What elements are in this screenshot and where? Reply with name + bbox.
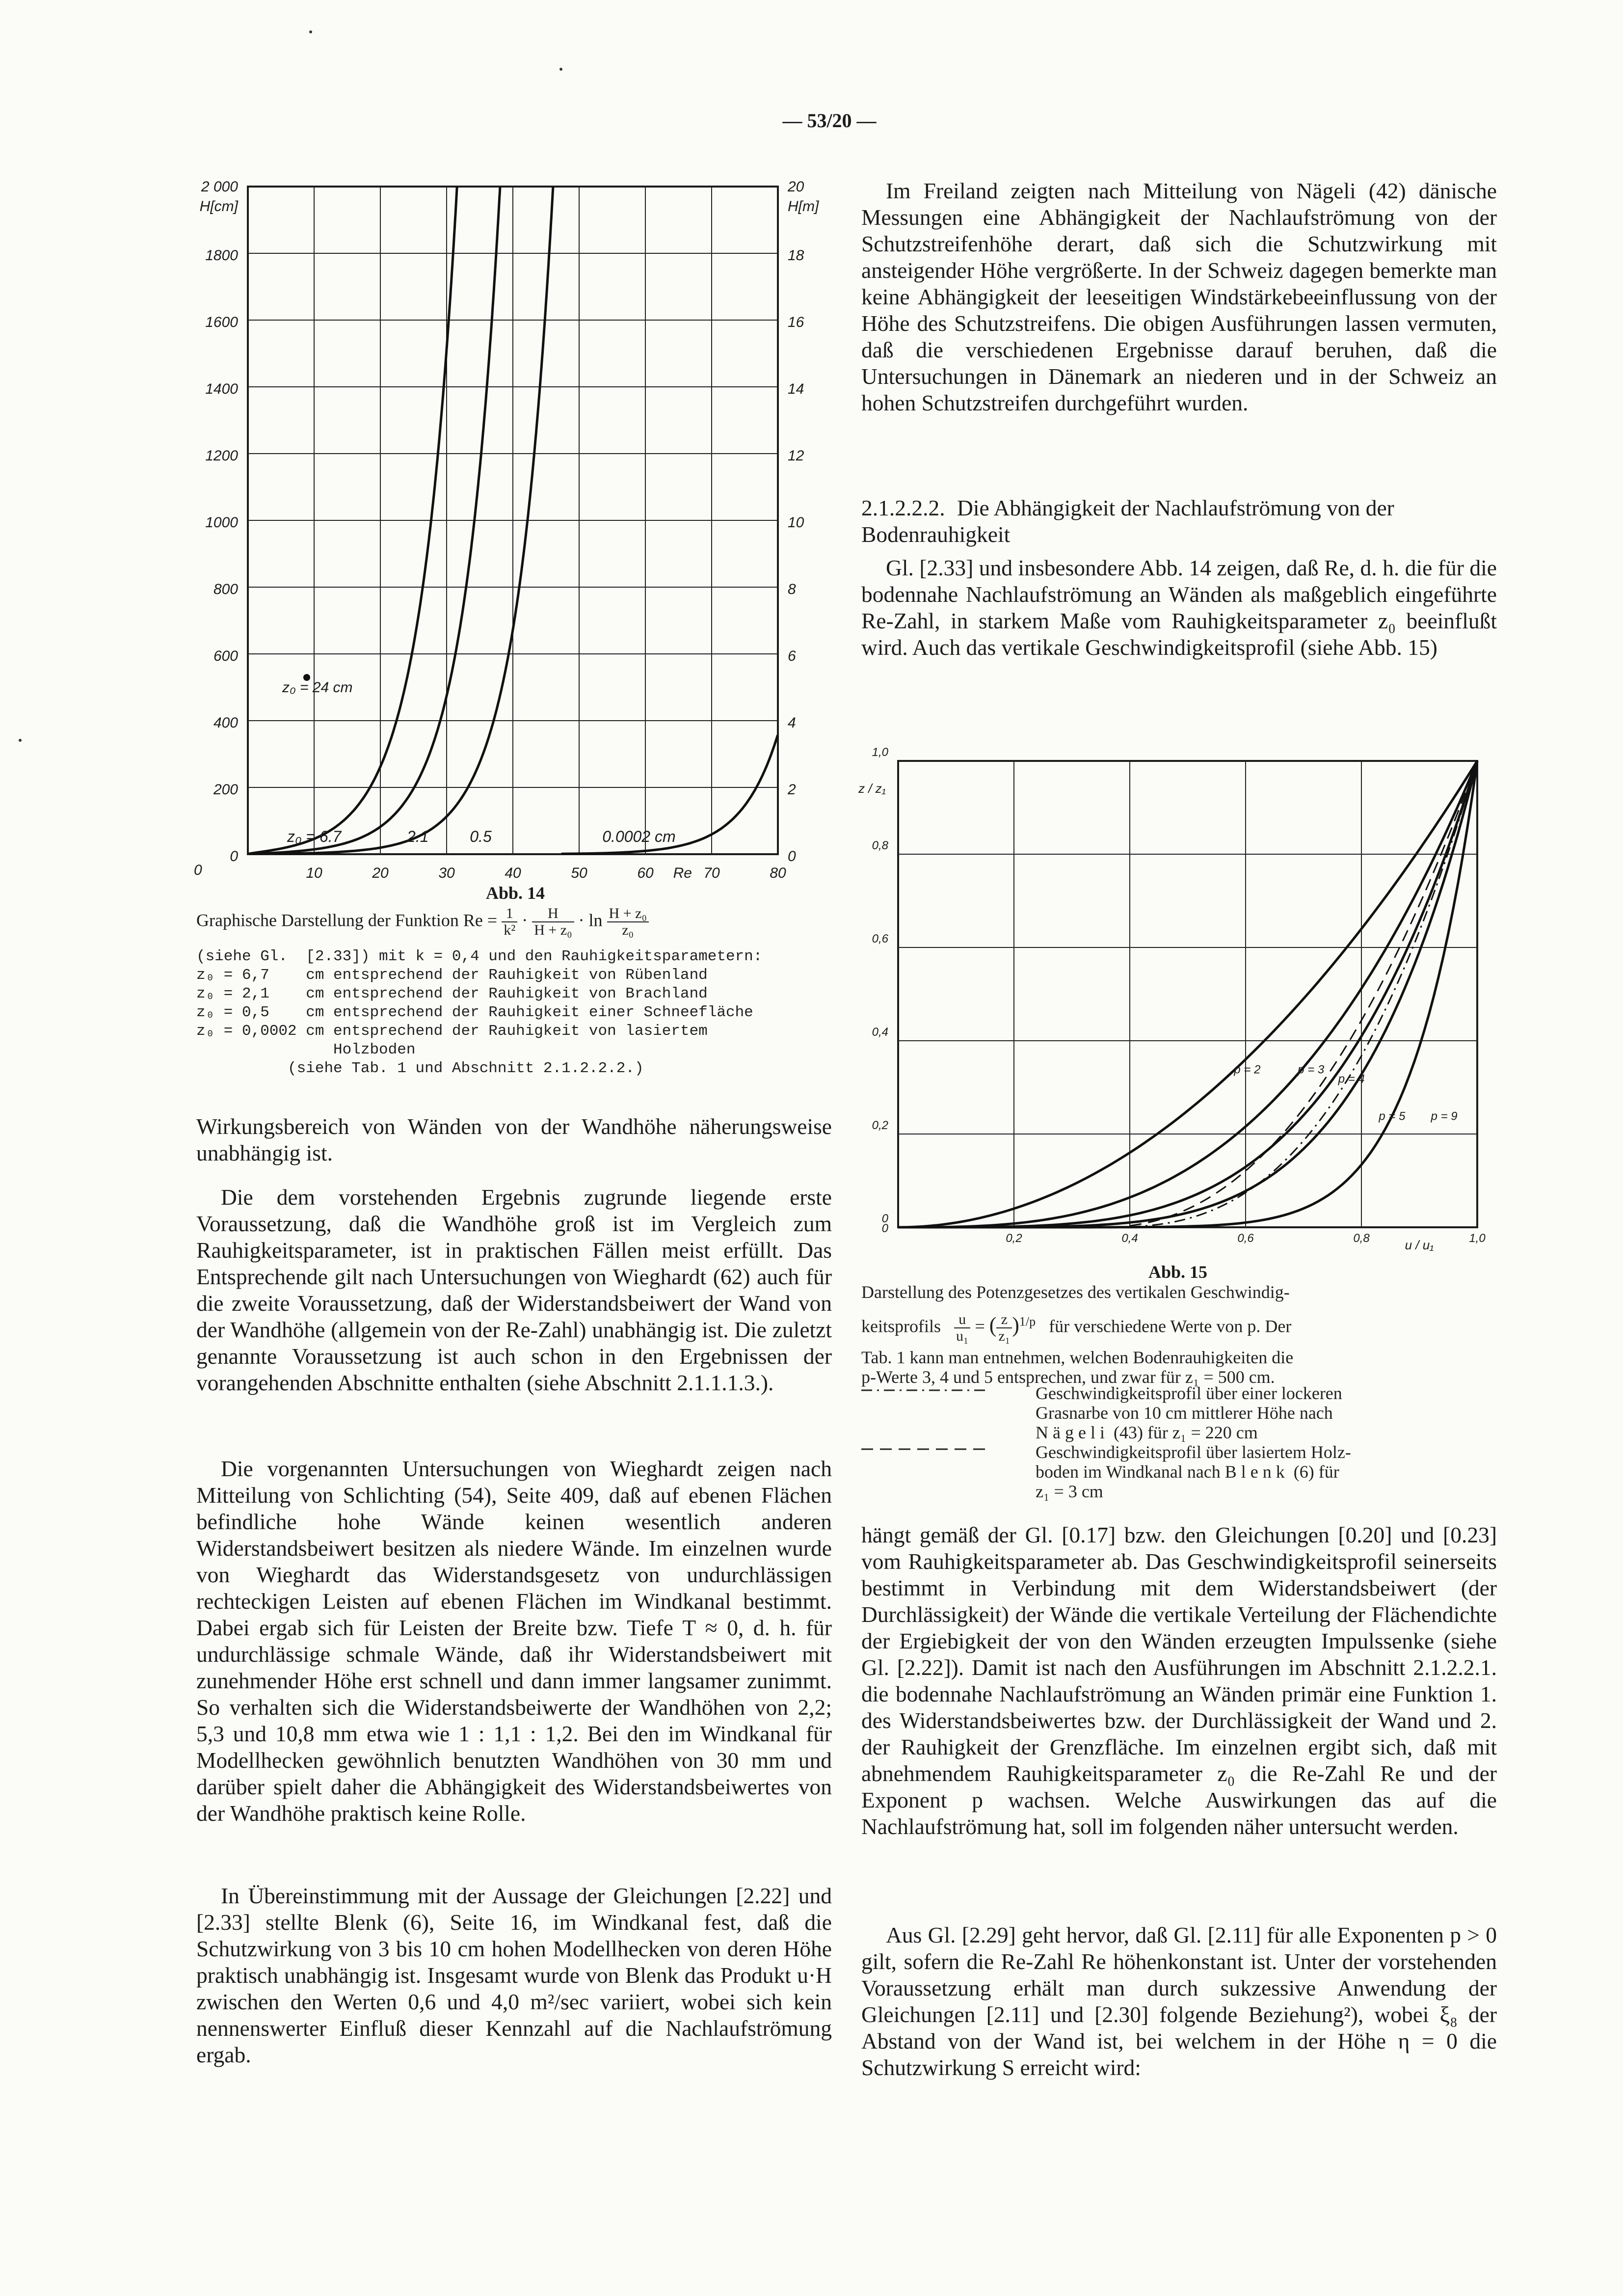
figure-15-legend-text: z₁ = 3 cm bbox=[1036, 1482, 1103, 1501]
legend-dash-dot-line bbox=[861, 1385, 994, 1395]
y-tick-label-right: 12 bbox=[788, 448, 804, 464]
curve-label: p = 4 bbox=[1338, 1072, 1365, 1086]
y-tick-label-left: 1000 bbox=[205, 514, 238, 531]
x-tick-label: 30 bbox=[438, 865, 455, 881]
figure-15-caption-line: Darstellung des Potenzgesetzes des vertikalen Geschwindig- bbox=[861, 1282, 1290, 1302]
y-tick-label-right: 2 bbox=[788, 782, 796, 798]
figure-15-grid bbox=[898, 761, 1477, 1227]
y-tick-label-left: 200 bbox=[213, 782, 238, 798]
figure-14-caption-line: z₀ = 0,5 cm entsprechend der Rauhigkeit einer Schneefläche bbox=[196, 1004, 753, 1021]
left-paragraph-2: Die dem vorstehenden Ergebnis zugrunde liegende erste Voraussetzung, daß die Wandhöhe groß ist im Vergleich zum Rauhigkeitsparameter, ist in praktischen Fällen meist erfüllt. Das Entsprechende gilt nach Untersuchungen von Wieghardt (62) auch für die zweite Voraussetzung, daß der Widerstandsbeiwert der Wand von der Wandhöhe (allgemein von der Re-Zahl) unabhängig ist. Die zuletzt genannte Voraussetzung ist auch schon in den Ergebnissen der vorangehenden Abschnitte enthalten (siehe Abschnitt 2.1.1.1.3.). bbox=[196, 1185, 832, 1395]
curve-label: p = 3 bbox=[1298, 1063, 1325, 1077]
formula-fraction-2: $\frac{H}{\text{H + z₀}}$ bbox=[532, 906, 574, 938]
y-tick-label: 0,6 bbox=[872, 932, 888, 945]
curve-label: 0.5 bbox=[470, 828, 492, 845]
section-heading bbox=[861, 495, 1497, 548]
y-tick-label: 1,0 bbox=[872, 746, 888, 759]
right-paragraph-2: Gl. [2.33] und insbesondere Abb. 14 zeigen, daß Re, d. h. die für die bodennahe Nachlaufströmung an Wänden als maßgeblich eingeführte Re-Zahl, in starkem Maße vom Rauhigkeitsparameter z₀ beeinflußt wird. Auch das vertikale Geschwindigkeitsprofil (siehe Abb. 15) bbox=[861, 555, 1497, 660]
figure-14-caption-line: z₀ = 6,7 cm entsprechend der Rauhigkeit von Rübenland bbox=[196, 967, 708, 984]
x-tick-label: 0,2 bbox=[1006, 1232, 1022, 1245]
formula-ln: · ln bbox=[578, 910, 603, 930]
x-tick-label: 20 bbox=[372, 865, 389, 881]
curve-p-3 bbox=[898, 761, 1477, 1227]
figure-14-caption-line: z₀ = 2,1 cm entsprechend der Rauhigkeit von Brachland bbox=[196, 985, 708, 1002]
figure-15-chart bbox=[858, 736, 1497, 1262]
formula-u-ratio: $\frac{u}{\text{u₁}}$ bbox=[954, 1312, 970, 1344]
measured-profile-wood bbox=[1130, 761, 1477, 1226]
y-tick-label-left: 1200 bbox=[205, 448, 238, 464]
y-tick-label-right: 18 bbox=[788, 247, 804, 264]
figure-14-caption-line: Holzboden bbox=[196, 1041, 416, 1058]
x-tick-label: 0,6 bbox=[1237, 1232, 1254, 1245]
scan-speck bbox=[19, 739, 22, 742]
y-tick-label-left: 0 bbox=[230, 848, 238, 864]
figure-14-label: Abb. 14 bbox=[485, 883, 545, 903]
x-tick-label: 80 bbox=[770, 865, 786, 881]
y-tick-label: 0 bbox=[881, 1212, 888, 1225]
y-tick-label-left: 600 bbox=[213, 648, 238, 664]
figure-15-legend-text: boden im Windkanal nach Blenk (6) für bbox=[1036, 1462, 1339, 1482]
figure-15-legend-text: Grasnarbe von 10 cm mittlerer Höhe nach bbox=[1036, 1403, 1333, 1423]
figure-15-legend-text: Geschwindigkeitsprofil über einer lockeren bbox=[1036, 1383, 1342, 1403]
y-tick-label-right: 14 bbox=[788, 381, 804, 397]
curve-label: p = 2 bbox=[1234, 1063, 1261, 1077]
left-paragraph-4: In Übereinstimmung mit der Aussage der Gleichungen [2.22] und [2.33] stellte Blenk (6), Seite 16, im Windkanal fest, daß die Schutzwirkung von 3 bis 10 cm hohen Modellhecken von deren Höhe praktisch unabhängig ist. Insgesamt wurde von Blenk das Produkt u·H zwischen den Werten 0,6 und 4,0 m²/sec variiert, wobei sich kein nennenswerter Einfluß dieser Kennzahl auf die Nachlaufströmung ergab. bbox=[196, 1883, 832, 2067]
y-tick-label-right: 20 bbox=[788, 179, 804, 195]
figure-15-caption-line: keitsprofils $\frac{u}{\text{u₁}}$ = ( $\frac{z}{\text{z₁}}$ )$^{1/p}$ für verschiedene Werte von p. Der bbox=[861, 1311, 1292, 1344]
figure-15-legend-text: Geschwindigkeitsprofil über lasiertem Holz- bbox=[1036, 1442, 1351, 1462]
section-title: Die Abhängigkeit der Nachlaufströmung von der Bodenrauhigkeit bbox=[861, 495, 1394, 547]
measured-profile-grass bbox=[1130, 761, 1477, 1227]
right-paragraph-3: hängt gemäß der Gl. [0.17] bzw. den Gleichungen [0.20] und [0.23] vom Rauhigkeitsparameter ab. Das Geschwindigkeitsprofil seinerseits bestimmt in Verbindung mit dem Widerstandsbeiwert (der Durchlässigkeit) der Wände die vertikale Verteilung der Flächendichte der Ergiebigkeit der von den Wänden erzeugten Impulssenke (siehe Gl. [2.22]). Damit ist nach den Ausführungen im Abschnitt 2.1.2.2.1. die bodennahe Nachlaufströmung an Wänden primär eine Funktion 1. des Widerstandsbeiwertes bzw. der Durchlässigkeit der Wand und 2. der Rauhigkeit der Grenzfläche. Im einzelnen ergibt sich, daß mit abnehmendem Rauhigkeitsparameter z₀ die Re-Zahl Re und der Exponent p wachsen. Welche Auswirkungen das auf die Nachlaufströmung hat, soll im folgenden näher untersucht werden. bbox=[861, 1522, 1497, 1839]
figure-14-grid bbox=[248, 187, 778, 854]
figure-14-caption-line: (siehe Gl. [2.33]) mit k = 0,4 und den Rauhigkeitsparametern: bbox=[196, 948, 763, 965]
y-tick-label-right: 4 bbox=[788, 715, 796, 731]
curve-p-9 bbox=[898, 761, 1477, 1227]
figure-15-curves bbox=[898, 761, 1477, 1227]
origin-label: 0 bbox=[194, 862, 202, 878]
y-tick-label-left: 1600 bbox=[205, 314, 238, 330]
figure-15-label: Abb. 15 bbox=[1148, 1262, 1208, 1282]
y-tick-label-right: 16 bbox=[788, 314, 804, 330]
page-number: — 53/20 — bbox=[782, 109, 877, 132]
y-tick-label: 0,8 bbox=[872, 839, 888, 852]
curve-p-2 bbox=[898, 761, 1477, 1227]
legend-dashed-line bbox=[861, 1444, 994, 1454]
x-tick-label: 60 bbox=[637, 865, 654, 881]
x-tick-label: 50 bbox=[571, 865, 587, 881]
curve-p-5 bbox=[898, 761, 1477, 1227]
curve-label: p = 5 bbox=[1379, 1109, 1406, 1123]
figure-14-caption-line: z₀ = 0,0002 cm entsprechend der Rauhigkeit von lasiertem bbox=[196, 1023, 708, 1040]
y-tick-label-right: 6 bbox=[788, 648, 796, 664]
curve-p-4 bbox=[898, 761, 1477, 1227]
x-tick-label: 10 bbox=[306, 865, 322, 881]
y-tick-label-right: 8 bbox=[788, 581, 796, 597]
marker-label: z₀ = 24 cm bbox=[282, 679, 353, 696]
figure-14-chart bbox=[191, 179, 839, 884]
figure-14-caption-line: (siehe Tab. 1 und Abschnitt 2.1.2.2.2.) bbox=[196, 1060, 644, 1077]
formula-fraction-1: $\frac{1}{\text{k²}}$ bbox=[502, 906, 517, 938]
y-tick-label-left: 1800 bbox=[205, 247, 238, 264]
curve-label: z₀ = 6.7 bbox=[287, 828, 342, 845]
figure-15-caption-line: Tab. 1 kann man entnehmen, welchen Bodenrauhigkeiten die bbox=[861, 1348, 1294, 1367]
caption-title-text: Graphische Darstellung der Funktion Re = bbox=[196, 910, 498, 930]
plot-frame bbox=[898, 761, 1477, 1227]
origin-label: 0 bbox=[881, 1222, 888, 1235]
curve-label: 2.1 bbox=[407, 828, 429, 845]
x-tick-label: 0,4 bbox=[1121, 1232, 1138, 1245]
figure-15-caption-line: p-Werte 3, 4 und 5 entsprechen, und zwar für z₁ = 500 cm. bbox=[861, 1367, 1275, 1387]
curve-label: 0.0002 cm bbox=[602, 828, 676, 845]
y-tick-label-right: 10 bbox=[788, 514, 804, 531]
y-tick-label-left: 400 bbox=[213, 715, 238, 731]
right-paragraph-1: Im Freiland zeigten nach Mitteilung von Nägeli (42) dänische Messungen eine Abhängigkeit der Nachlaufströmung von der Schutzstreifenhöhe derart, daß sich die Schutzwirkung mit ansteigender Höhe vergrößerte. In der Schweiz dagegen bemerkte man keine Abhängigkeit der leeseitigen Windstärkebeeinflussung von der Höhe des Schutzstreifens. Die obigen Ausführungen lassen vermuten, daß die verschiedenen Ergebnisse darauf beruhen, daß die Untersuchungen in Dänemark an niederen und in der Schweiz an hohen Schutzstreifen durchgeführt wurden. bbox=[861, 178, 1497, 415]
figure-15-legend-text: Nägeli (43) für z₁ = 220 cm bbox=[1036, 1423, 1258, 1442]
formula-z-ratio: $\frac{z}{\text{z₁}}$ bbox=[996, 1312, 1012, 1344]
section-number: 2.1.2.2.2. bbox=[861, 495, 945, 520]
x-axis-unit: Re bbox=[673, 865, 692, 881]
curve-label: p = 9 bbox=[1431, 1109, 1458, 1123]
y-axis-unit-right: H[m] bbox=[788, 198, 819, 215]
right-paragraph-4: Aus Gl. [2.29] geht hervor, daß Gl. [2.11] für alle Exponenten p > 0 gilt, sofern die Re-Zahl Re höhenkonstant ist. Unter der vorstehenden Voraussetzung erhält man durch sukzessive Anwendung der Gleichungen [2.11] und [2.30] folgende Beziehung²), wobei ξ₈ der Abstand von der Wand ist, bei welchem in der Höhe η = 0 die Schutzwirkung S erreicht wird: bbox=[861, 1922, 1497, 2080]
y-axis-unit-left: H[cm] bbox=[199, 198, 238, 215]
left-paragraph-3: Die vorgenannten Untersuchungen von Wieghardt zeigen nach Mitteilung von Schlichting (54), Seite 409, daß auf ebenen Flächen befindliche hohe Wände keinen wesentlich anderen Widerstandsbeiwert besitzen als niedere Wände. Im einzelnen wurde von Wieghardt das Widerstandsgesetz von undurchlässigen rechteckigen Leisten auf ebenen Flächen im Windkanal bestimmt. Dabei ergab sich für Leisten der Breite bzw. Tiefe T ≈ 0, d. h. für undurchlässige schmale Wände, daß ihr Widerstandsbeiwert mit zunehmender Höhe erst schnell und dann immer langsamer zunimmt. So verhalten sich die Widerstandsbeiwerte der Wandhöhen von 2,2; 5,3 und 10,8 mm etwa wie 1 : 1,1 : 1,2. Bei den im Windkanal für Modellhecken gewöhnlich benutzten Wandhöhen von 30 mm und darüber spielt daher die Abhängigkeit des Widerstandsbeiwertes von der Wandhöhe praktisch keine Rolle. bbox=[196, 1456, 832, 1826]
y-tick-label-left: 2 000 bbox=[201, 179, 238, 195]
x-tick-label: 0,8 bbox=[1353, 1232, 1370, 1245]
y-tick-label-left: 800 bbox=[213, 581, 238, 597]
y-tick-label: 0,4 bbox=[872, 1026, 888, 1039]
left-paragraph-1: Wirkungsbereich von Wänden von der Wandhöhe näherungsweise unabhängig ist. bbox=[196, 1114, 832, 1165]
x-axis-label: u / u₁ bbox=[1405, 1238, 1434, 1252]
figure-14-caption-title: Graphische Darstellung der Funktion Re = $\frac{1}{\text{k²}}$ · $\frac{H}{\text{H + z₀}}$ · ln $\frac{\text{H + z₀}}{\text{z₀}}$ bbox=[196, 906, 649, 938]
x-tick-label: 1,0 bbox=[1469, 1232, 1486, 1245]
scan-speck bbox=[309, 30, 312, 33]
scan-speck bbox=[559, 68, 562, 71]
figure-14-labels bbox=[194, 179, 819, 881]
y-tick-label-left: 1400 bbox=[205, 381, 238, 397]
y-tick-label: 0,2 bbox=[872, 1119, 888, 1132]
y-tick-label-right: 0 bbox=[788, 848, 796, 864]
formula-fraction-3: $\frac{\text{H + z₀}}{\text{z₀}}$ bbox=[607, 906, 649, 938]
figure-15-labels bbox=[858, 746, 1486, 1252]
y-axis-label: z / z₁ bbox=[858, 781, 886, 796]
x-tick-label: 40 bbox=[505, 865, 521, 881]
x-tick-label: 70 bbox=[703, 865, 720, 881]
